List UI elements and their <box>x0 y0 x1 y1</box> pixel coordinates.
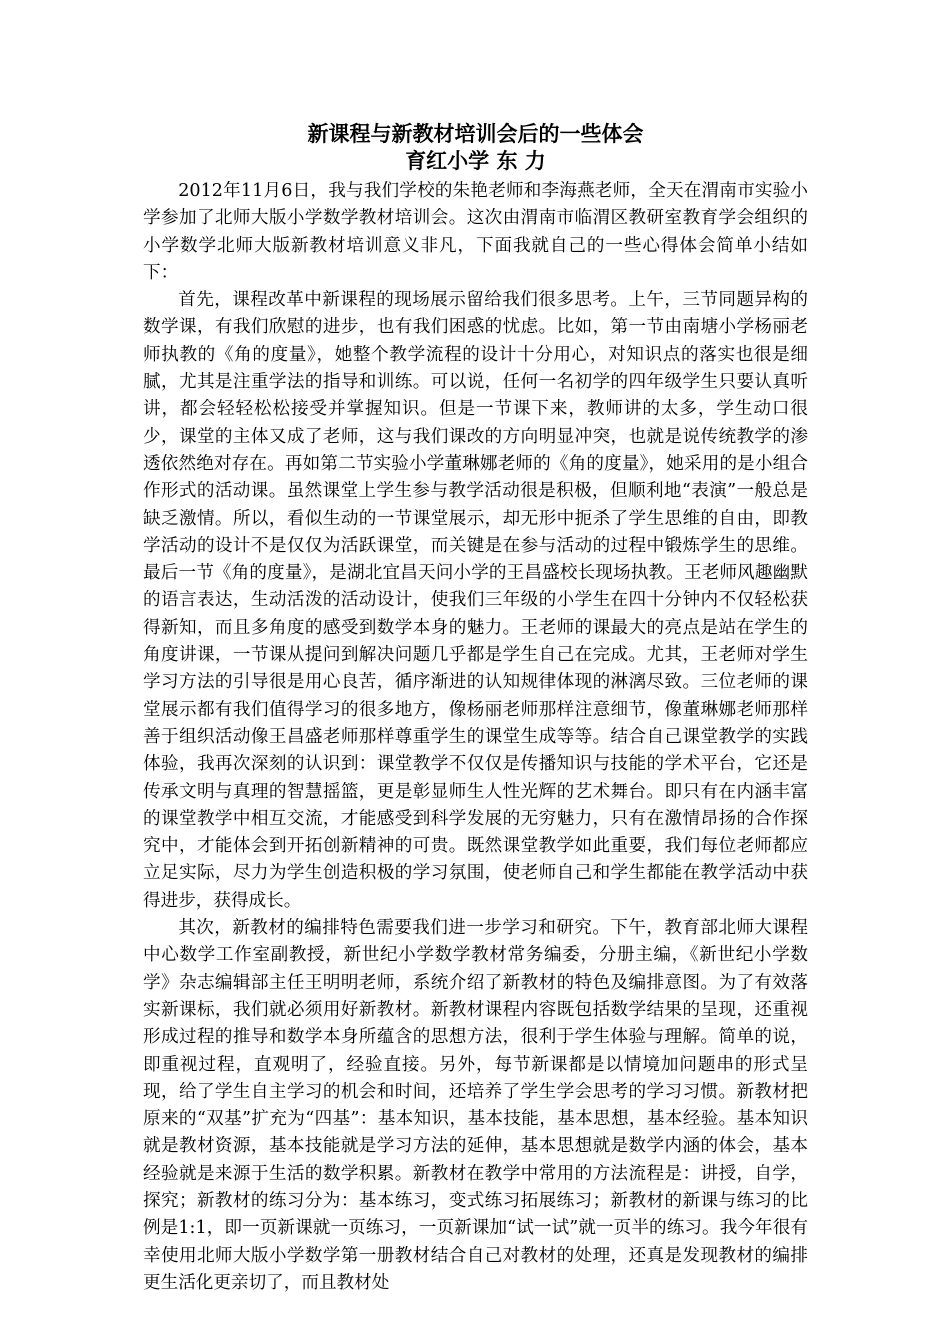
document-page <box>143 120 808 1297</box>
paragraph-first: 首先，课程改革中新课程的现场展示留给我们很多思考。上午，三节同题异构的数学课，有我们欣慰的进步，也有我们困惑的忧虑。比如，第一节由南塘小学杨丽老师执教的《角的度量》，她整个教学流程的设计十分用心，对知识点的落实也很是细腻，尤其是注重学法的指导和训练。可以说，任何一名初学的四年级学生只要认真听讲，都会轻轻松松接受并掌握知识。但是一节课下来，教师讲的太多，学生动口很少，课堂的主体又成了老师，这与我们课改的方向明显冲突，也就是说传统教学的渗透依然绝对存在。再如第二节实验小学董琳娜老师的《角的度量》，她采用的是小组合作形式的活动课。虽然课堂上学生参与教学活动很是积极，但顺利地“表演”一般总是缺乏激情。所以，看似生动的一节课堂展示，却无形中扼杀了学生思维的自由，即教学活动的设计不是仅仅为活跃课堂，而关键是在参与活动的过程中锻炼学生的思维。最后一节《角的度量》，是湖北宜昌天问小学的王昌盛校长现场执教。王老师风趣幽默的语言表达，生动活泼的活动设计，使我们三年级的小学生在四十分钟内不仅轻松获得新知，而且多角度的感受到数学本身的魅力。王老师的课最大的亮点是站在学生的角度讲课，一节课从提问到解决问题几乎都是学生自己在完成。尤其，王老师对学生学习方法的引导很是用心良苦，循序渐进的认知规律体现的淋漓尽致。三位老师的课堂展示都有我们值得学习的很多地方，像杨丽老师那样注意细节，像董琳娜老师那样善于组织活动像王昌盛老师那样尊重学生的课堂生成等等。结合自己课堂教学的实践体验，我再次深刻的认识到：课堂教学不仅仅是传播知识与技能的学术平台，它还是传承文明与真理的智慧摇篮，更是彰显师生人性光辉的艺术舞台。即只有在内涵丰富的课堂教学中相互交流，才能感受到科学发展的无穷魅力，只有在激情昂扬的合作探究中，才能体会到开拓创新精神的可贵。既然课堂教学如此重要，我们每位老师都应立足实际，尽力为学生创造积极的学习氛围，使老师自己和学生都能在教学活动中获得进步，获得成长。 <box>143 290 808 911</box>
document-author: 育红小学 东 力 <box>405 148 546 173</box>
document-title: 新课程与新教材培训会后的一些体会 <box>307 121 644 146</box>
paragraph-second: 其次，新教材的编排特色需要我们进一步学习和研究。下午，教育部北师大课程中心数学工作室副教授，新世纪小学数学教材常务编委，分册主编，《新世纪小学数学》杂志编辑部主任王明明老师，系统介绍了新教材的特色及编排意图。为了有效落实新课标，我们就必须用好新教材。新教材课程内容既包括数学结果的呈现，还重视形成过程的推导和数学本身所蕴含的思想方法，很利于学生体验与理解。简单的说，即重视过程，直观明了，经验直接。另外，每节新课都是以情境加问题串的形式呈现，给了学生自主学习的机会和时间，还培养了学生学会思考的学习习惯。新教材把原来的“双基”扩充为“四基”：基本知识，基本技能，基本思想，基本经验。基本知识就是教材资源，基本技能就是学习方法的延伸，基本思想就是数学内涵的体会，基本经验就是来源于生活的数学积累。新教材在教学中常用的方法流程是：讲授，自学，探究；新教材的练习分为：基本练习，变式练习拓展练习；新教材的新课与练习的比例是1:1，即一页新课就一页练习，一页新课加“试一试”就一页半的练习。我今年很有幸使用北师大版小学数学第一册教材结合自己对教材的处理，还真是发现教材的编排更生活化更亲切了，而且教材处 <box>143 918 808 1293</box>
paragraph-intro: 2012年11月6日，我与我们学校的朱艳老师和李海燕老师，全天在渭南市实验小学参加了北师大版小学数学教材培训会。这次由渭南市临渭区教研室教育学会组织的小学数学北师大版新教材培训意义非凡，下面我就自己的一些心得体会简单小结如下： <box>143 181 808 283</box>
